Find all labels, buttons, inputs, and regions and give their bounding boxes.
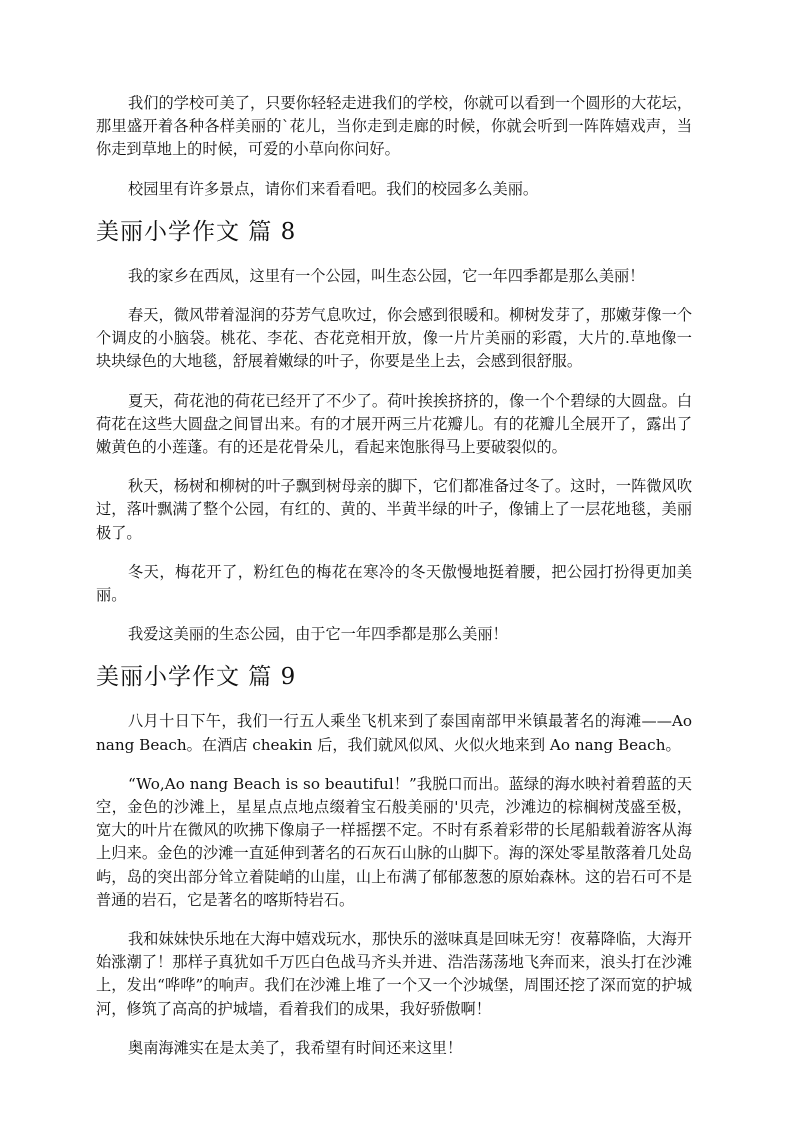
paragraph: 我和妹妹快乐地在大海中嬉戏玩水，那快乐的滋味真是回味无穷！夜幕降临，大海开始涨潮了！那样子真犹如千万匹白色战马齐头并进、浩浩荡荡地飞奔而来，浪头打在沙滩上，发出“哗哗”的响声。我们在沙滩上堆了一个又一个沙城堡，周围还挖了深而宽的护城河，修筑了高高的护城墙，看着我们的成果，我好骄傲啊！ (96, 930, 692, 1018)
paragraph: 我爱这美丽的生态公园，由于它一年四季都是那么美丽！ (128, 625, 508, 644)
paragraph: 夏天，荷花池的荷花已经开了不少了。荷叶挨挨挤挤的，像一个个碧绿的大圆盘。白荷花在这些大圆盘之间冒出来。有的才展开两三片花瓣儿。有的花瓣儿全展开了，露出了嫩黄色的小莲蓬。有的还是花骨朵儿，看起来饱胀得马上要破裂似的。 (96, 391, 692, 457)
paragraph: 我们的学校可美了，只要你轻轻走进我们的学校，你就可以看到一个圆形的大花坛，那里盛开着各种各样美丽的`花儿，当你走到走廊的时候，你就会听到一阵阵嬉戏声，当你走到草地上的时候，可爱的小草向你问好。 (96, 94, 692, 159)
section-heading-9: 美丽小学作文 篇 9 (96, 664, 297, 691)
paragraph: 校园里有许多景点，请你们来看看吧。我们的校园多么美丽。 (128, 179, 539, 198)
paragraph: 冬天，梅花开了，粉红色的梅花在寒冷的冬天傲慢地挺着腰，把公园打扮得更加美丽。 (96, 562, 692, 605)
paragraph: 八月十日下午，我们一行五人乘坐飞机来到了泰国南部甲米镇最著名的海滩——Ao nang Beach。在酒店 cheakin 后，我们就风似风、火似火地来到 Ao nang Beach。 (96, 712, 692, 754)
section-heading-8: 美丽小学作文 篇 8 (96, 218, 297, 245)
paragraph: 秋天，杨树和柳树的叶子飘到树母亲的脚下，它们都准备过冬了。这时，一阵微风吹过，落叶飘满了整个公园，有红的、黄的、半黄半绿的叶子，像铺上了一层花地毯，美丽极了。 (96, 477, 692, 542)
paragraph: “Wo,Ao nang Beach is so beautiful！”我脱口而出。蓝绿的海水映衬着碧蓝的天空，金色的沙滩上，星星点点地点缀着宝石般美丽的'贝壳，沙滩边的棕榈树茂盛至极，宽大的叶片在微风的吹拂下像扇子一样摇摆不定。不时有系着彩带的长尾船载着游客从海上归来。金色的沙滩一直延伸到著名的石灰石山脉的山脚下。海的深处零星散落着几处岛屿，岛的突出部分耸立着陡峭的山崖，山上布满了郁郁葱葱的原始森林。这的岩石可不是普通的岩石，它是著名的喀斯特岩石。 (96, 774, 692, 909)
paragraph: 春天，微风带着湿润的芬芳气息吹过，你会感到很暖和。柳树发芽了，那嫩芽像一个个调皮的小脑袋。桃花、李花、杏花竞相开放，像一片片美丽的彩霞，大片的.草地像一块块绿色的大地毯，舒展着嫩绿的叶子，你要是坐上去，会感到很舒服。 (96, 306, 692, 371)
document-page (96, 92, 692, 1076)
paragraph: 奥南海滩实在是太美了，我希望有时间还来这里！ (128, 1038, 463, 1057)
paragraph: 我的家乡在西凤，这里有一个公园，叫生态公园，它一年四季都是那么美丽！ (128, 266, 645, 285)
